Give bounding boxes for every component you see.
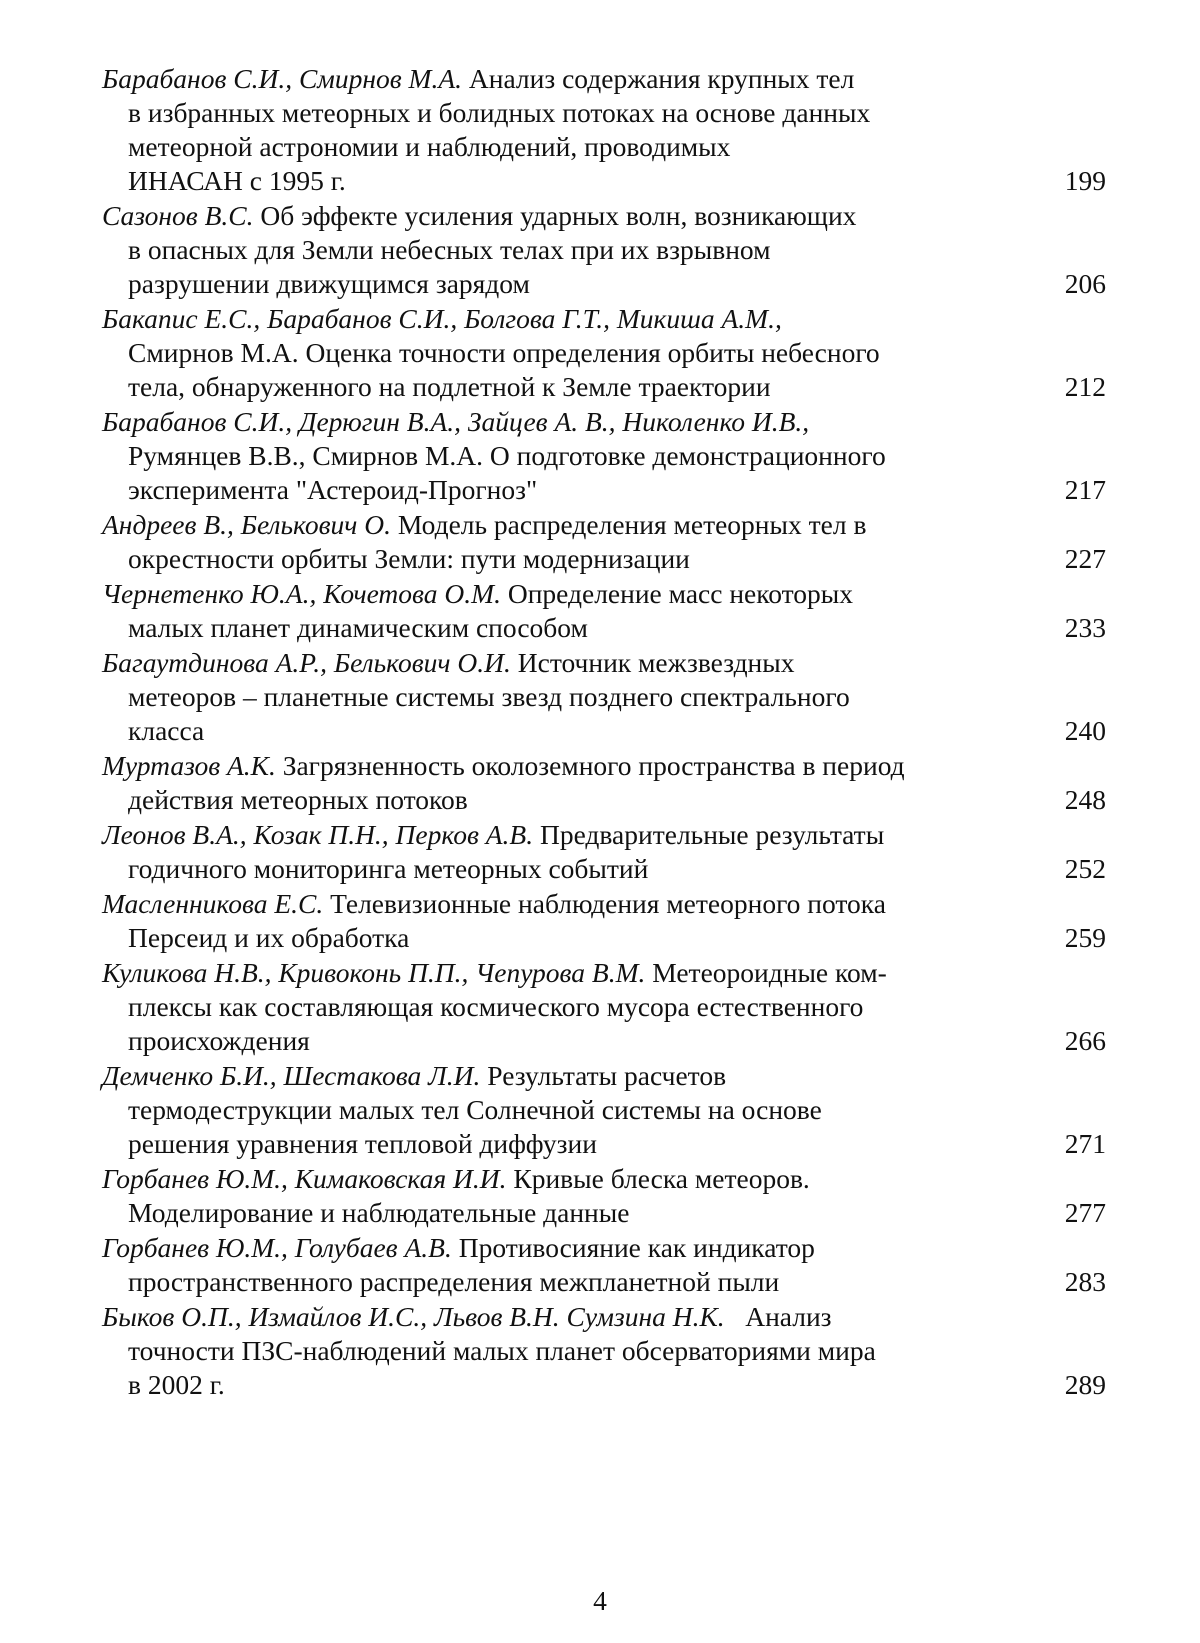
toc-entry-title-line: разрушении движущимся зарядом	[128, 268, 530, 299]
toc-entry-title-line: происхождения	[128, 1025, 310, 1056]
toc-entry-line	[102, 1162, 810, 1196]
toc-entry-authors: Муртазов А.К.	[102, 750, 276, 781]
toc-entry-line	[102, 956, 887, 990]
toc-entry-line	[102, 62, 854, 96]
toc-entry-title-line: в избранных метеорных и болидных потоках на основе данных	[128, 97, 871, 128]
toc-entry-title-line: в опасных для Земли небесных телах при их взрывном	[128, 234, 771, 265]
page-number: 4	[593, 1585, 607, 1616]
toc-entry-title-line: Анализ	[731, 1301, 832, 1332]
toc-entry-page-number: 206	[1064, 268, 1106, 299]
toc-entry-line	[102, 818, 884, 852]
toc-entry-title-line: точности ПЗС-наблюдений малых планет обсерваториями мира	[128, 1335, 876, 1366]
toc-entry-title-line: ИНАСАН с 1995 г.	[128, 165, 346, 196]
toc-entry-authors: Горбанев Ю.М., Голубаев А.В.	[102, 1232, 452, 1263]
toc-entry-title-line: Персеид и их обработка	[128, 922, 410, 953]
toc-entry-title-line: Смирнов М.А. Оценка точности определения орбиты небесного	[128, 337, 880, 368]
toc-entry-authors: Бакапис Е.С., Барабанов С.И., Болгова Г.Т., Микиша А.М.,	[102, 303, 782, 334]
toc-entry-line	[102, 1231, 815, 1265]
toc-entry-authors: Багаутдинова А.Р., Белькович О.И.	[102, 647, 511, 678]
toc-entry-page-number: 227	[1064, 543, 1106, 574]
toc-entry-line	[102, 749, 905, 783]
toc-entry-authors: Быков О.П., Измайлов И.С., Львов В.Н. Сумзина Н.К.	[102, 1301, 725, 1332]
toc-entry-authors: Горбанев Ю.М., Кимаковская И.И.	[102, 1163, 507, 1194]
toc-entry-title-line: тела, обнаруженного на подлетной к Земле траектории	[128, 371, 771, 402]
toc-entry-title-line: термодеструкции малых тел Солнечной системы на основе	[128, 1094, 822, 1125]
toc-entry-title-line: Источник межзвездных	[517, 647, 795, 678]
toc-entry-authors: Андреев В., Белькович О.	[102, 509, 391, 540]
toc-entry-title-line: плексы как составляющая космического мусора естественного	[128, 991, 864, 1022]
toc-entry-title-line: действия метеорных потоков	[128, 784, 468, 815]
toc-entry-title-line: Анализ содержания крупных тел	[468, 63, 855, 94]
toc-entry-line	[102, 1059, 726, 1093]
toc-entry-page-number: 240	[1064, 715, 1106, 746]
toc-entry-title-line: годичного мониторинга метеорных событий	[128, 853, 649, 884]
toc-entry-title-line: Результаты расчетов	[487, 1060, 727, 1091]
toc-entry-authors: Масленникова Е.С.	[102, 888, 324, 919]
toc-entry-title-line: малых планет динамическим способом	[128, 612, 588, 643]
toc-entry-line	[102, 1300, 832, 1334]
toc-entry-authors: Демченко Б.И., Шестакова Л.И.	[102, 1060, 481, 1091]
toc-entry-line	[102, 577, 853, 611]
toc-entry-authors: Чернетенко Ю.А., Кочетова О.М.	[102, 578, 501, 609]
toc-entry-line	[102, 199, 856, 233]
toc-entry-line	[102, 508, 866, 542]
toc-entry-page-number: 248	[1064, 784, 1106, 815]
toc-entry-title-line: Модель распределения метеорных тел в	[397, 509, 867, 540]
toc-entry-page-number: 289	[1064, 1369, 1106, 1400]
toc-entry-title-line: Определение масс некоторых	[507, 578, 854, 609]
toc-entry-page-number: 212	[1064, 371, 1106, 402]
toc-entry-title-line: метеоров – планетные системы звезд позднего спектрального	[128, 681, 850, 712]
toc-entry-title-line: Об эффекте усиления ударных волн, возникающих	[260, 200, 857, 231]
toc-entry-page-number: 252	[1064, 853, 1106, 884]
toc-entry-authors: Сазонов В.С.	[102, 200, 254, 231]
toc-entry-page-number: 271	[1064, 1128, 1106, 1159]
toc-entry-authors: Куликова Н.В., Кривоконь П.П., Чепурова В.М.	[102, 957, 646, 988]
toc-entry-authors: Барабанов С.И., Дерюгин В.А., Зайцев А. В., Николенко И.В.,	[102, 406, 810, 437]
toc-entry-title-line: Телевизионные наблюдения метеорного потока	[330, 888, 886, 919]
toc-entry-title-line: пространственного распределения межпланетной пыли	[128, 1266, 780, 1297]
toc-entry-page-number: 283	[1064, 1266, 1106, 1297]
toc-entry-title-line: Кривые блеска метеоров.	[513, 1163, 810, 1194]
toc-entry-title-line: Противосияние как индикатор	[458, 1232, 815, 1263]
toc-entry-authors: Леонов В.А., Козак П.Н., Перков А.В.	[102, 819, 534, 850]
toc-entry-title-line: Моделирование и наблюдательные данные	[128, 1197, 630, 1228]
toc-entry-page-number: 277	[1064, 1197, 1106, 1228]
toc-entry-title-line: метеорной астрономии и наблюдений, проводимых	[128, 131, 731, 162]
toc-entry-line	[102, 646, 795, 680]
toc-entry-page-number: 259	[1064, 922, 1106, 953]
toc-entry-title-line: в 2002 г.	[128, 1369, 225, 1400]
toc-entry-title-line: Предварительные результаты	[539, 819, 885, 850]
toc-entry-page-number: 217	[1064, 474, 1106, 505]
toc-entry-title-line: эксперимента "Астероид-Прогноз"	[128, 474, 538, 505]
toc-entry-page-number: 233	[1064, 612, 1106, 643]
toc-entry-authors: Барабанов С.И., Смирнов М.А.	[102, 63, 463, 94]
toc-entry-page-number: 266	[1064, 1025, 1106, 1056]
toc-entry-line	[102, 887, 886, 921]
toc-entry-title-line: решения уравнения тепловой диффузии	[128, 1128, 597, 1159]
toc-entry-title-line: Румянцев В.В., Смирнов М.А. О подготовке демонстрационного	[128, 440, 886, 471]
toc-entry-title-line: окрестности орбиты Земли: пути модернизации	[128, 543, 690, 574]
toc-entry-title-line: Метеороидные ком-	[652, 957, 887, 988]
toc-entry-page-number: 199	[1064, 165, 1106, 196]
toc-entry-title-line: Загрязненность околоземного пространства в период	[282, 750, 905, 781]
toc-entry-title-line: класса	[128, 715, 205, 746]
